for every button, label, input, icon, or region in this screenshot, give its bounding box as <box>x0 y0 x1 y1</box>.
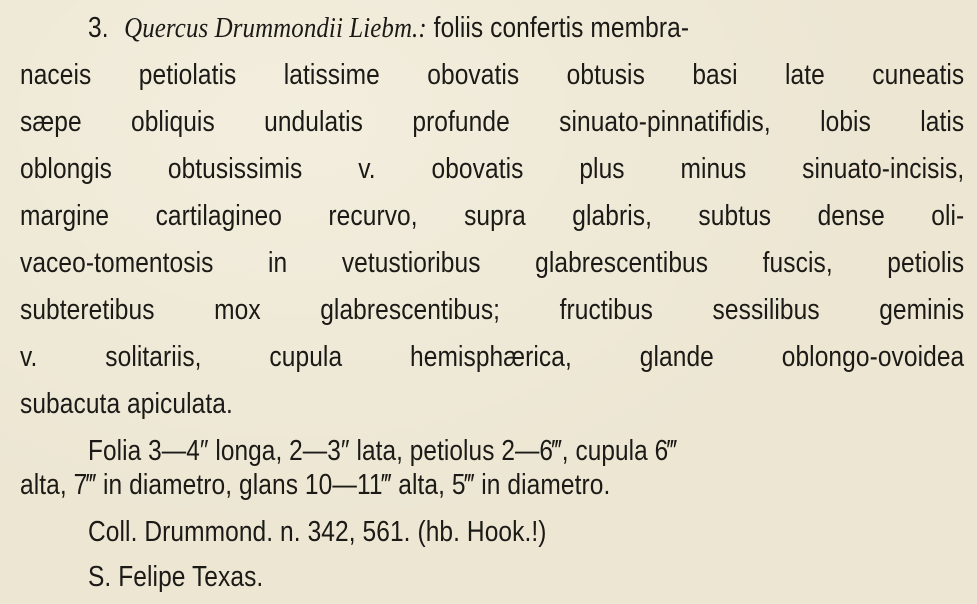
collection-line: Coll. Drummond. n. 342, 561. (hb. Hook.!) <box>88 516 547 548</box>
description-line-6: vaceo-tomentosis in vetustioribus glabrescentibus fuscis, petiolis <box>20 247 965 279</box>
description-line-4: oblongis obtusissimis v. obovatis plus minus sinuato-incisis, <box>20 153 965 185</box>
species-name: Quercus Drummondii Liebm.: <box>124 12 427 44</box>
species-number: 3. <box>88 12 109 44</box>
description-line-9: subacuta apiculata. <box>20 388 233 420</box>
description-line-8: v. solitariis, cupula hemisphærica, glande oblongo-ovoidea <box>20 341 965 373</box>
description-line-5: margine cartilagineo recurvo, supra glabris, subtus dense oli- <box>20 200 965 232</box>
description-line-7: subteretibus mox glabrescentibus; fructibus sessilibus geminis <box>20 294 965 326</box>
species-heading-line <box>88 12 689 44</box>
locality-line: S. Felipe Texas. <box>88 561 264 593</box>
description-line-1: foliis confertis membra- <box>433 12 690 44</box>
description-line-3: sæpe obliquis undulatis profunde sinuato-pinnatifidis, lobis latis <box>20 106 965 138</box>
description-line-2: naceis petiolatis latissime obovatis obtusis basi late cuneatis <box>20 59 965 91</box>
measurements-line-1: Folia 3—4″ longa, 2—3″ lata, petiolus 2—6‴, cupula 6‴ <box>88 435 678 467</box>
measurements-line-2: alta, 7‴ in diametro, glans 10—11‴ alta, 5‴ in diametro. <box>20 469 611 501</box>
